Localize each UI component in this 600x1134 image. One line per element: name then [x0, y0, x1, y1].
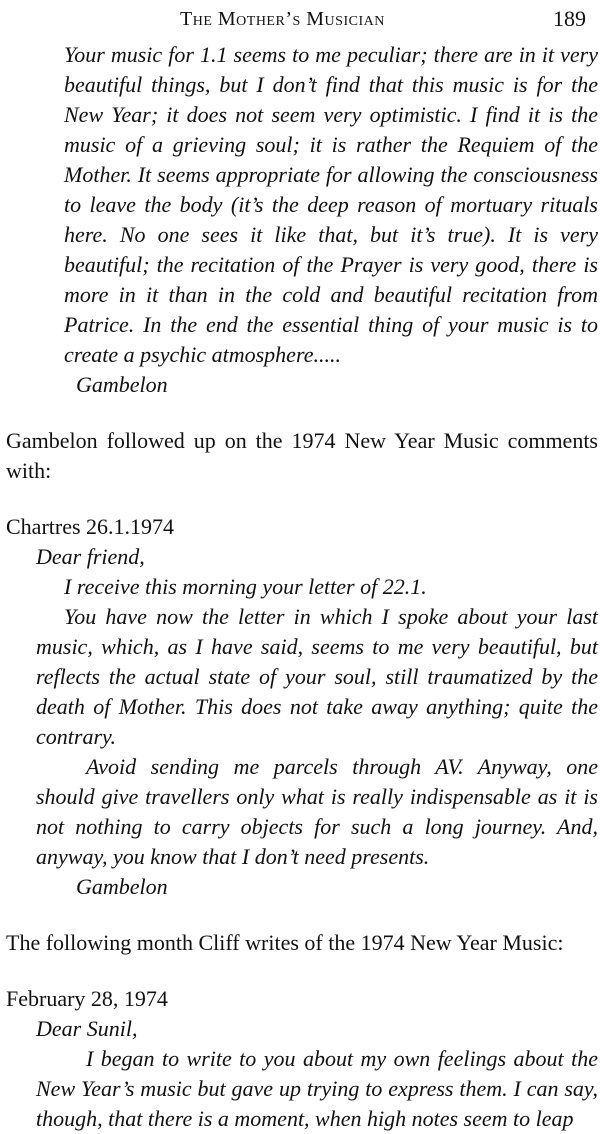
running-title: The Mother’s Musician	[180, 8, 385, 30]
spacer	[6, 902, 598, 928]
letter-place-date: Chartres 26.1.1974	[6, 514, 175, 539]
spacer	[6, 958, 598, 984]
letter-signature: Gambelon	[76, 874, 168, 899]
letter-paragraph: You have now the letter in which I spoke about your last music, which, as I have said, seems to me very beautiful, but reflects the actual state of your soul, still traumatized by the death of Mother. This does not take away anything; quite the contrary.	[36, 604, 598, 749]
letter-paragraph: I receive this morning your letter of 22.1.	[64, 574, 427, 599]
letter-salutation: Dear Sunil,	[36, 1016, 138, 1041]
page-number: 189	[553, 6, 586, 31]
page-header	[0, 4, 600, 34]
letter-place-date: February 28, 1974	[6, 986, 168, 1011]
letter-salutation: Dear friend,	[36, 544, 145, 569]
narration-paragraph: Gambelon followed up on the 1974 New Year Music comments with:	[6, 428, 598, 483]
spacer	[6, 486, 598, 512]
letter-paragraph: Avoid sending me parcels through AV. Anyway, one should give travellers only what is really indispensable as it is not nothing to carry objects for such a long journey. And, anyway, you know that I don’t need presents.	[36, 754, 598, 869]
spacer	[6, 400, 598, 426]
page-body	[6, 40, 598, 1134]
quoted-letter-text: Your music for 1.1 seems to me peculiar; there are in it very beautiful things, but I don’t find that this music is for the New Year; it does not seem very optimistic. I find it is the music of a grieving soul; it is rather the Requiem of the Mother. It seems appropriate for allowing the consciousness to leave the body (it’s the deep reason of mortuary rituals here. No one sees it like that, but it’s true). It is very beautiful; the recitation of the Prayer is very good, there is more in it than in the cold and beautiful recitation from Patrice. In the end the essential thing of your music is to create a psychic atmosphere.....	[64, 42, 598, 367]
narration-paragraph: The following month Cliff writes of the 1974 New Year Music:	[6, 930, 564, 955]
letter-paragraph: I began to write to you about my own feelings about the New Year’s music but gave up trying to express them. I can say, though, that there is a moment, when high notes seem to leap	[36, 1046, 598, 1131]
letter-signature: Gambelon	[76, 372, 168, 397]
